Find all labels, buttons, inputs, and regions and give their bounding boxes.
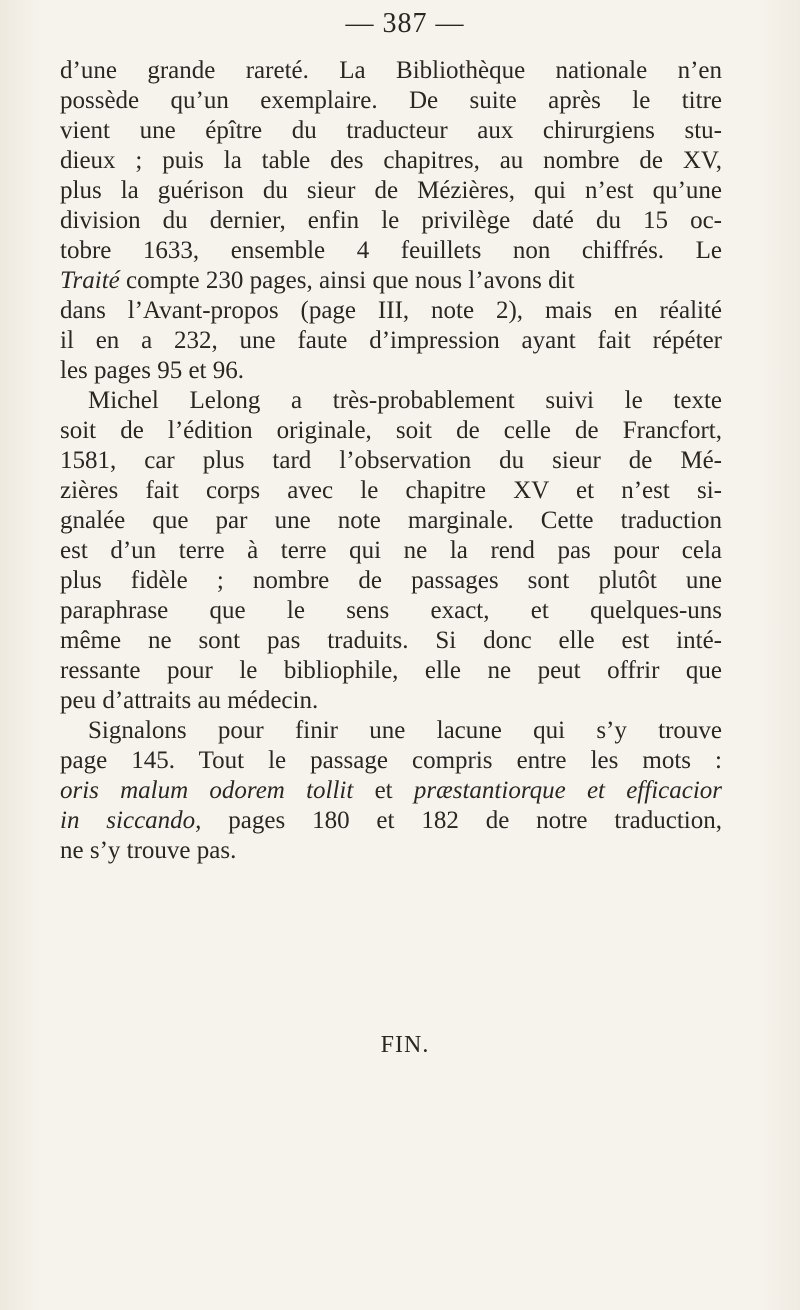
italic-latin: in siccando,: [60, 807, 202, 834]
italic-latin: oris malum odorem tollit: [60, 777, 354, 804]
text-line: est d’un terre à terre qui ne la rend pas pour cela: [60, 537, 722, 564]
text-line-with-italic: [60, 266, 722, 296]
text-line: ressante pour le bibliophile, elle ne peut offrir que: [60, 657, 722, 684]
text-line: possède qu’un exemplaire. De suite après le titre: [60, 87, 722, 114]
italic-latin: præstantiorque et efficacior: [413, 777, 723, 804]
page-number: — 387 —: [345, 8, 465, 39]
end-marker: FIN.: [380, 1032, 430, 1058]
text-line: Signalons pour finir une lacune qui s’y trouve: [88, 717, 722, 744]
text-span: et: [374, 777, 393, 804]
text-span: compte 230 pages, ainsi que nous l’avons dit: [126, 267, 575, 294]
text-line: paraphrase que le sens exact, et quelques-uns: [60, 597, 722, 624]
text-line: division du dernier, enfin le privilège daté du 15 oc-: [60, 207, 722, 234]
text-line: page 145. Tout le passage compris entre les mots :: [60, 747, 722, 774]
text-line: même ne sont pas traduits. Si donc elle est inté-: [60, 627, 722, 654]
text-line: 1581, car plus tard l’observation du sieur de Mé-: [60, 447, 722, 474]
text-span: pages 180 et 182 de notre traduction,: [228, 807, 722, 834]
text-line: dieux ; puis la table des chapitres, au nombre de XV,: [60, 147, 722, 174]
text-line: ne s’y trouve pas.: [60, 837, 237, 864]
text-line: Michel Lelong a très-probablement suivi le texte: [88, 387, 722, 414]
text-line-with-italic: [60, 776, 722, 806]
italic-title: Traité: [60, 267, 120, 294]
text-line: soit de l’édition originale, soit de celle de Francfort,: [60, 417, 722, 444]
text-line: zières fait corps avec le chapitre XV et n’est si-: [60, 477, 722, 504]
text-line: il en a 232, une faute d’impression ayant fait répéter: [60, 327, 722, 354]
text-line: peu d’attraits au médecin.: [60, 687, 319, 714]
text-line: tobre 1633, ensemble 4 feuillets non chiffrés. Le: [60, 237, 722, 264]
text-line: les pages 95 et 96.: [60, 357, 244, 384]
text-line-with-italic: [60, 806, 722, 836]
text-line: plus fidèle ; nombre de passages sont plutôt une: [60, 567, 722, 594]
text-line: vient une épître du traducteur aux chirurgiens stu-: [60, 117, 722, 144]
text-line: d’une grande rareté. La Bibliothèque nationale n’en: [60, 57, 722, 84]
text-line: dans l’Avant-propos (page III, note 2), mais en réalité: [60, 297, 722, 324]
text-line: plus la guérison du sieur de Mézières, qui n’est qu’une: [60, 177, 722, 204]
text-line: gnalée que par une note marginale. Cette traduction: [60, 507, 722, 534]
